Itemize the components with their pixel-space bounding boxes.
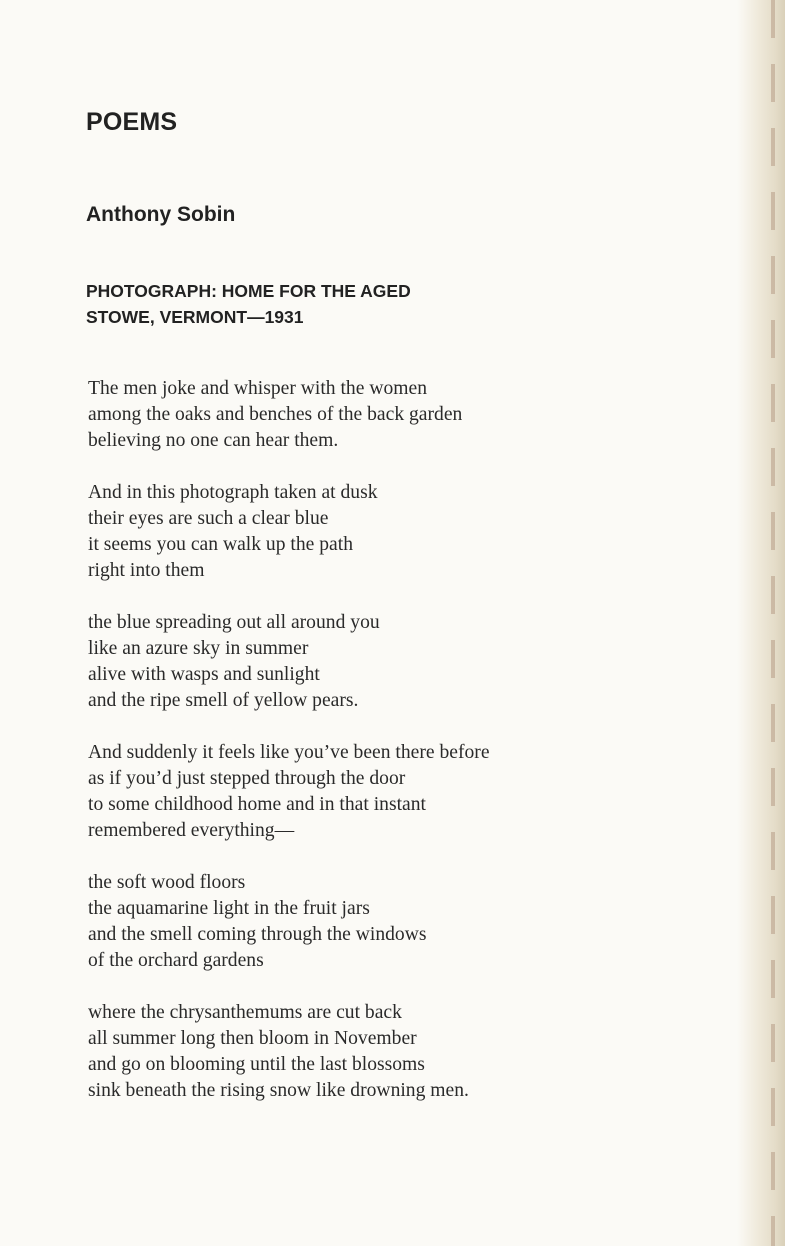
author-name: Anthony Sobin	[86, 203, 236, 226]
poem-line: and go on blooming until the last blossoms	[88, 1054, 425, 1075]
poem-title-line: STOWE, VERMONT—1931	[86, 307, 304, 327]
poem-line: and the ripe smell of yellow pears.	[88, 690, 359, 711]
stanza	[88, 480, 688, 584]
poem-line: believing no one can hear them.	[88, 430, 339, 451]
section-heading: POEMS	[86, 108, 178, 136]
poem-body	[88, 376, 688, 1130]
poem-line: And in this photograph taken at dusk	[88, 482, 378, 503]
poem-line: where the chrysanthemums are cut back	[88, 1002, 402, 1023]
stanza	[88, 610, 688, 714]
stanza	[88, 870, 688, 974]
poem-line: and the smell coming through the windows	[88, 924, 427, 945]
poem-title-line: PHOTOGRAPH: HOME FOR THE AGED	[86, 281, 411, 301]
poem-line: it seems you can walk up the path	[88, 534, 353, 555]
stanza	[88, 376, 688, 454]
binding-stitch	[771, 0, 775, 1246]
poem-line: right into them	[88, 560, 205, 581]
poem-line: the blue spreading out all around you	[88, 612, 380, 633]
poem-line: And suddenly it feels like you’ve been there before	[88, 742, 490, 763]
book-gutter-shadow	[737, 0, 785, 1246]
poem-line: to some childhood home and in that instant	[88, 794, 426, 815]
poem-line: sink beneath the rising snow like drowning men.	[88, 1080, 469, 1101]
poem-line: The men joke and whisper with the women	[88, 378, 427, 399]
poem-line: of the orchard gardens	[88, 950, 264, 971]
poem-line: as if you’d just stepped through the door	[88, 768, 406, 789]
poem-line: the aquamarine light in the fruit jars	[88, 898, 370, 919]
poem-line: like an azure sky in summer	[88, 638, 309, 659]
poem-line: all summer long then bloom in November	[88, 1028, 417, 1049]
stanza	[88, 740, 688, 844]
poem-line: among the oaks and benches of the back garden	[88, 404, 463, 425]
poem-line: the soft wood floors	[88, 872, 246, 893]
poem-line: their eyes are such a clear blue	[88, 508, 329, 529]
stanza	[88, 1000, 688, 1104]
poem-line: remembered everything—	[88, 820, 295, 841]
poem-title	[86, 278, 411, 330]
poem-line: alive with wasps and sunlight	[88, 664, 320, 685]
